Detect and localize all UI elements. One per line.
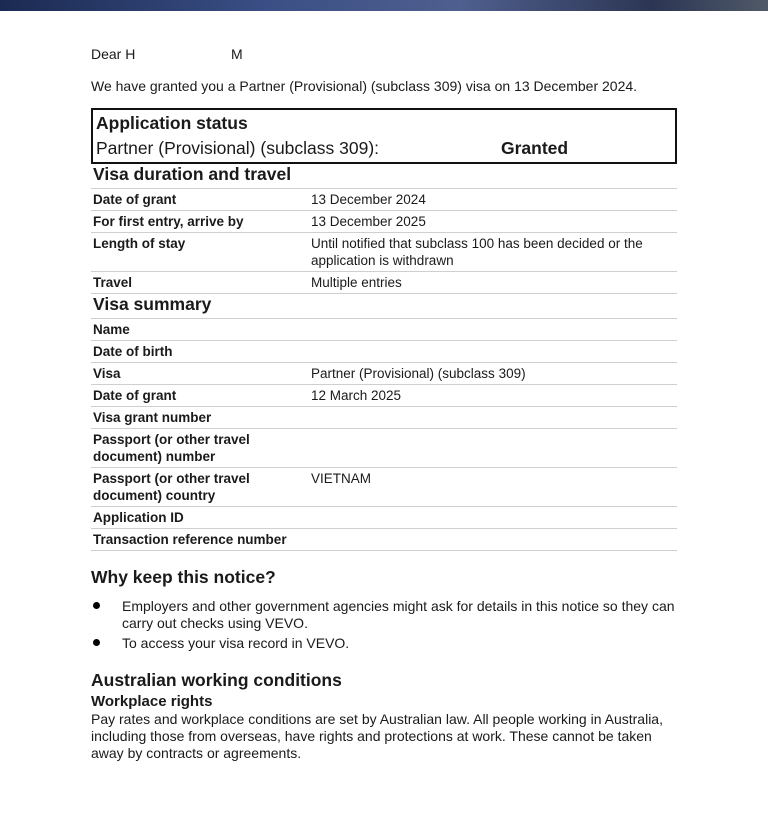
table-row: [91, 363, 677, 385]
list-item: [91, 635, 677, 652]
row-value: Until notified that subclass 100 has been decided or the application is withdrawn: [309, 233, 677, 272]
visa-duration-heading: Visa duration and travel: [93, 164, 292, 184]
row-value: 13 December 2025: [309, 211, 677, 233]
table-row: [91, 468, 677, 507]
row-value: VIETNAM: [309, 468, 677, 507]
why-keep-heading: Why keep this notice?: [91, 567, 276, 587]
bullet-icon: [93, 602, 100, 609]
table-row: [91, 341, 677, 363]
row-value: [309, 319, 677, 341]
table-row: [91, 233, 677, 272]
row-value: 12 March 2025: [309, 385, 677, 407]
row-label: Date of birth: [91, 341, 309, 363]
table-row: [91, 272, 677, 294]
table-row: [91, 429, 677, 468]
row-value: [309, 429, 677, 468]
row-label: Visa: [91, 363, 309, 385]
row-label: Passport (or other travel document) number: [91, 429, 309, 468]
row-value: [309, 407, 677, 429]
visa-duration-table: [91, 188, 677, 294]
table-row: [91, 529, 677, 551]
table-row: [91, 507, 677, 529]
workplace-rights-heading: Workplace rights: [91, 693, 213, 710]
salutation: [91, 44, 677, 64]
working-conditions-heading: Australian working conditions: [91, 670, 342, 690]
status-visa-label: Partner (Provisional) (subclass 309):: [96, 138, 380, 158]
table-row: [91, 407, 677, 429]
table-row: [91, 319, 677, 341]
row-label: Application ID: [91, 507, 309, 529]
workplace-rights-text: Pay rates and workplace conditions are set by Australian law. All people working in Australia, including those from overseas, have rights and protections at work. These cannot be taken away by contracts or agreements.: [91, 711, 663, 761]
status-title: Application status: [96, 113, 248, 133]
row-value: Multiple entries: [309, 272, 677, 294]
visa-summary-heading: Visa summary: [93, 294, 212, 314]
row-label: Date of grant: [91, 385, 309, 407]
row-value: 13 December 2024: [309, 189, 677, 211]
row-value: Partner (Provisional) (subclass 309): [309, 363, 677, 385]
row-label: Length of stay: [91, 233, 309, 272]
header-banner: [0, 0, 768, 11]
list-item-text: To access your visa record in VEVO.: [122, 635, 350, 651]
row-label: Passport (or other travel document) country: [91, 468, 309, 507]
row-label: Transaction reference number: [91, 529, 309, 551]
bullet-icon: [93, 639, 100, 646]
row-label: Date of grant: [91, 189, 309, 211]
row-value: [309, 529, 677, 551]
visa-grant-notice: [91, 44, 677, 762]
row-value: [309, 341, 677, 363]
table-row: [91, 385, 677, 407]
why-keep-list: [91, 598, 677, 652]
table-row: [91, 211, 677, 233]
row-label: Name: [91, 319, 309, 341]
visa-summary-table: [91, 318, 677, 551]
table-row: [91, 189, 677, 211]
row-value: [309, 507, 677, 529]
salutation-last: M: [231, 46, 243, 62]
row-label: For first entry, arrive by: [91, 211, 309, 233]
list-item: [91, 598, 677, 632]
application-status-box: [91, 108, 677, 164]
status-value: Granted: [501, 138, 569, 158]
intro-text: We have granted you a Partner (Provisional) (subclass 309) visa on 13 December 2024.: [91, 78, 638, 94]
list-item-text: Employers and other government agencies might ask for details in this notice so they can carry out checks using VEVO.: [122, 598, 675, 631]
row-label: Visa grant number: [91, 407, 309, 429]
salutation-first: Dear H: [91, 46, 136, 62]
row-label: Travel: [91, 272, 309, 294]
